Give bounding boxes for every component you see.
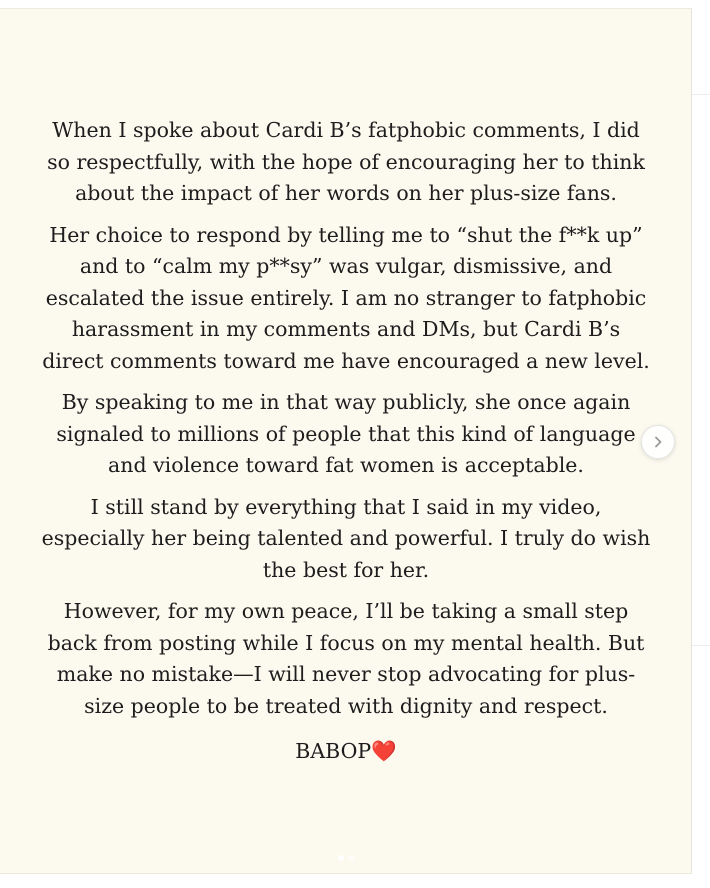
post-statement-text (40, 115, 652, 778)
carousel-dot (348, 855, 354, 861)
post-image (0, 8, 692, 874)
heart-icon: ❤️ (371, 739, 397, 763)
paragraph-1: When I spoke about Cardi B’s fatphobic comments, I did so respectfully, with the hope of encouraging her to think about the impact of her words on her plus-size fans. (47, 118, 645, 205)
paragraph-2: Her choice to respond by telling me to “shut the f**k up” and to “calm my p**sy” was vulgar, dismissive, and escalated the issue entirely. I am no stranger to fatphobic harassment in my comments and DMs, but Cardi B’s direct comments toward me have encouraged a new level. (42, 222, 650, 373)
paragraph-4: I still stand by everything that I said in my video, especially her being talented and powerful. I truly do wish the best for her. (41, 494, 651, 582)
paragraph-5: However, for my own peace, I’ll be taking a small step back from posting while I focus on my mental health. But make no mistake—I will never stop advocating for plus-size people to be treated with dignity and respect. (47, 599, 645, 718)
gutter-divider (692, 645, 710, 646)
carousel-next-button[interactable] (641, 425, 675, 459)
right-gutter (692, 0, 710, 888)
gutter-divider (692, 94, 710, 95)
signoff-text: BABOP (295, 739, 372, 763)
signoff (40, 736, 652, 768)
carousel-dots (0, 855, 692, 861)
paragraph-3: By speaking to me in that way publicly, she once again signaled to millions of people that this kind of language and violence toward fat women is acceptable. (56, 390, 636, 477)
carousel-dot-active (338, 855, 344, 861)
chevron-right-icon (651, 435, 665, 449)
